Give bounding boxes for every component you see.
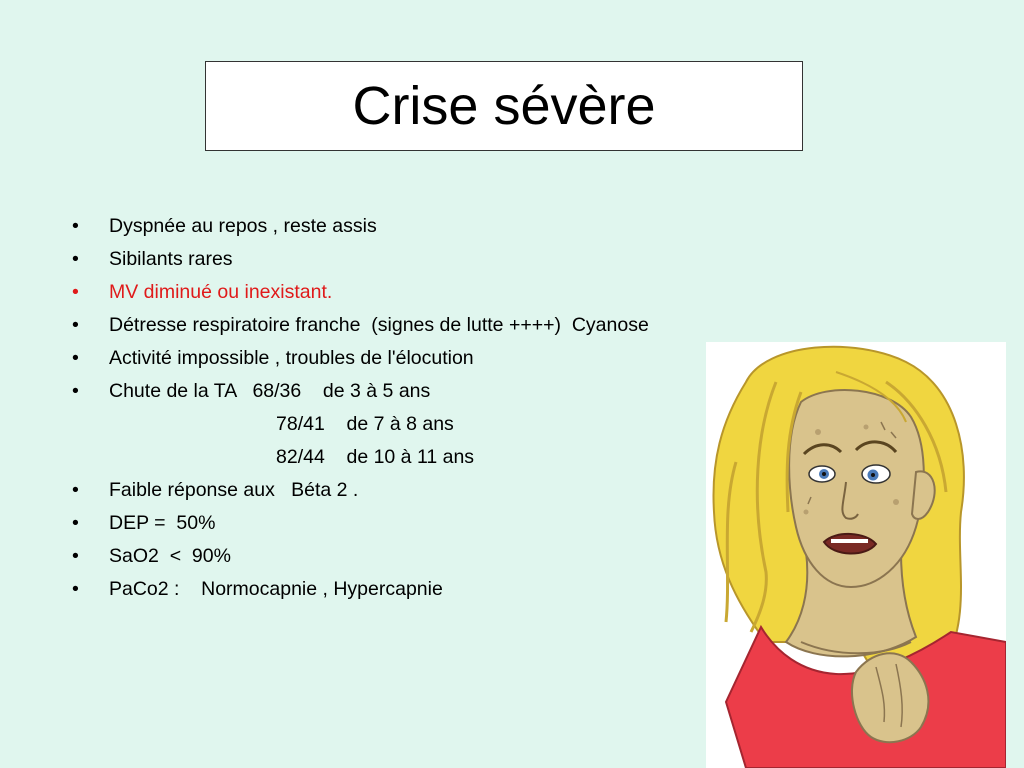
bullet-dot: • [72,545,79,567]
bullet-item [72,342,474,375]
continuation-text: 82/44 de 10 à 11 ans [276,446,475,468]
bullet-item-highlight [72,276,333,309]
continuation-text: 78/41 de 7 à 8 ans [276,413,454,435]
continuation-line [72,408,454,441]
illustration-drawing [706,342,1006,768]
bullet-item [72,540,231,573]
bullet-item [72,507,216,540]
bullet-dot: • [72,479,79,501]
slide-title: Crise sévère [352,76,656,136]
bullet-item [72,210,377,243]
title-box [205,61,803,151]
bullet-dot: • [72,512,79,534]
bullet-list [72,210,649,606]
bullet-text: Sibilants rares [109,248,233,270]
bullet-text: SaO2 < 90% [109,545,231,567]
bullet-text: DEP = 50% [109,512,216,534]
bullet-text: Activité impossible , troubles de l'élocution [109,347,474,369]
bullet-text: PaCo2 : Normocapnie , Hypercapnie [109,578,443,600]
bullet-dot: • [72,281,79,303]
bullet-dot: • [72,248,79,270]
bullet-item [72,474,359,507]
bullet-text: Détresse respiratoire franche (signes de lutte ++++) Cyanose [109,314,649,336]
bullet-item [72,573,443,606]
bullet-item [72,243,233,276]
bullet-text: Dyspnée au repos , reste assis [109,215,377,237]
bullet-dot: • [72,578,79,600]
bullet-text: Chute de la TA 68/36 de 3 à 5 ans [109,380,431,402]
continuation-line [72,441,475,474]
bullet-text: Faible réponse aux Béta 2 . [109,479,359,501]
bullet-item [72,309,649,342]
bullet-text: MV diminué ou inexistant. [109,281,333,303]
bullet-dot: • [72,347,79,369]
bullet-item [72,375,431,408]
distressed-woman-illustration [706,342,1006,768]
bullet-dot: • [72,380,79,402]
bullet-dot: • [72,215,79,237]
bullet-dot: • [72,314,79,336]
